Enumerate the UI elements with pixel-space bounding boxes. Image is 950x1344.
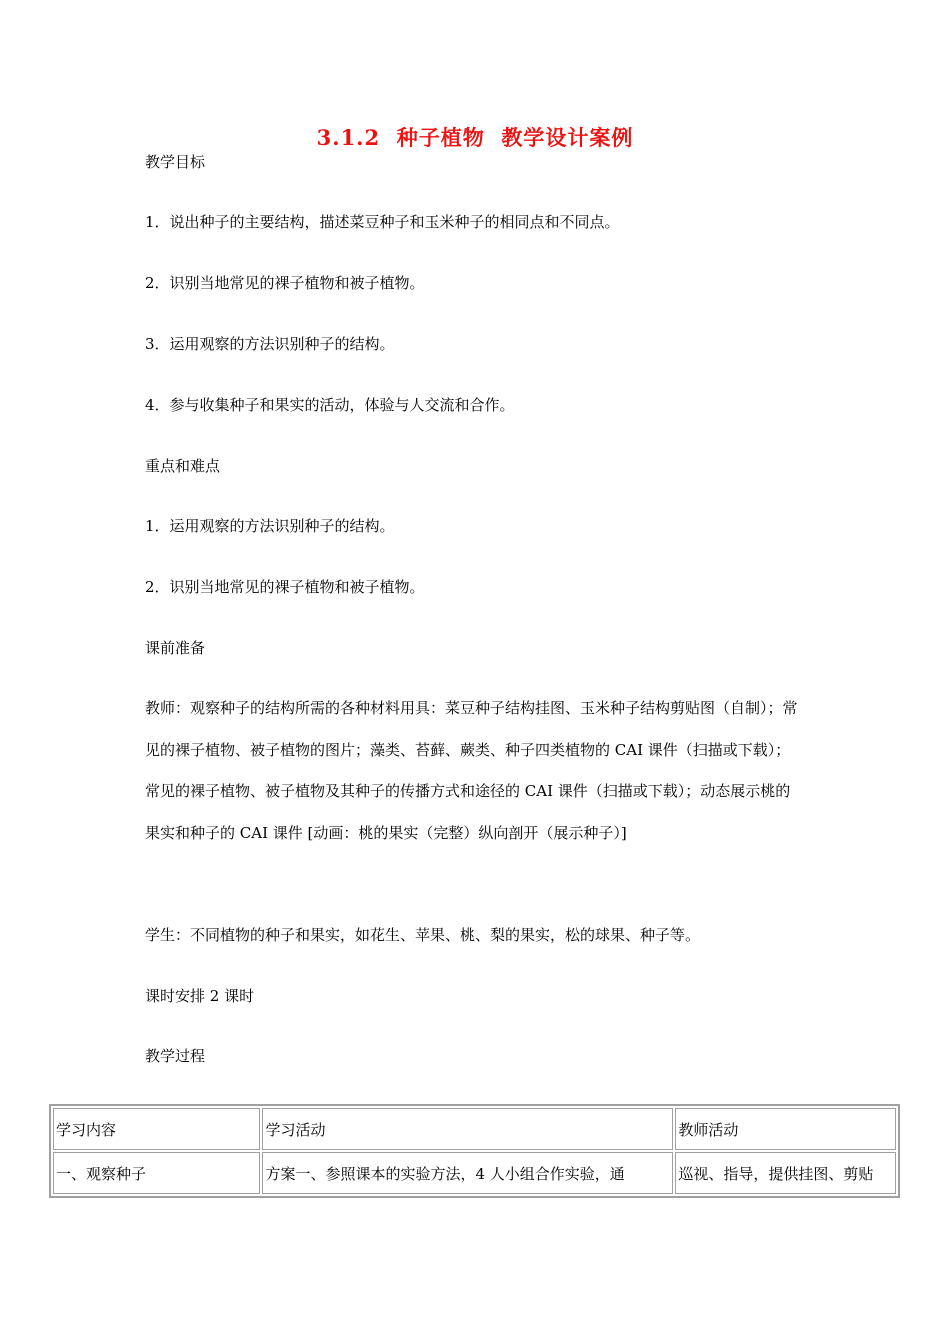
objective-item-2: 2．识别当地常见的裸子植物和被子植物。 [145,274,425,292]
key-points-heading: 重点和难点 [145,457,221,475]
key-point-item-1: 1．运用观察的方法识别种子的结构。 [145,517,395,535]
table-header-cell: 教师活动 [675,1108,896,1150]
schedule-text: 课时安排 2 课时 [145,987,255,1005]
table-header-cell: 学习活动 [262,1108,673,1150]
objective-item-1: 1．说出种子的主要结构，描述菜豆种子和玉米种子的相同点和不同点。 [145,213,620,231]
teacher-preparation-paragraph [145,688,805,854]
page-title: 3.1.2 种子植物 教学设计案例 [316,125,634,150]
table-cell: 一、观察种子 [53,1152,260,1194]
objective-item-4: 4．参与收集种子和果实的活动，体验与人交流和合作。 [145,396,515,414]
table-cell: 巡视、指导，提供挂图、剪贴 [675,1152,896,1194]
table-header-cell: 学习内容 [53,1108,260,1150]
teacher-preparation-text: 教师：观察种子的结构所需的各种材料用具：菜豆种子结构挂图、玉米种子结构剪贴图（自制）；常见的裸子植物、被子植物的图片；藻类、苔藓、蕨类、种子四类植物的 CAI 课件（扫描或下载）；常见的裸子植物、被子植物及其种子的传播方式和途径的 CAI 课件（扫描或下载）；动态展示桃的果实和种子的 CAI 课件 [动画：桃的果实（完整）纵向剖开（展示种子）] [145,699,798,842]
key-point-item-2: 2．识别当地常见的裸子植物和被子植物。 [145,578,425,596]
process-heading: 教学过程 [145,1047,206,1065]
objectives-heading: 教学目标 [145,153,206,171]
objective-item-3: 3．运用观察的方法识别种子的结构。 [145,335,395,353]
process-table [49,1104,900,1198]
table-row [53,1152,896,1194]
student-preparation-paragraph: 学生：不同植物的种子和果实，如花生、苹果、桃、梨的果实，松的球果、种子等。 [145,926,701,944]
table-header-row [53,1108,896,1150]
table-cell: 方案一、参照课本的实验方法，4 人小组合作实验，通 [262,1152,673,1194]
preparation-heading: 课前准备 [145,639,206,657]
